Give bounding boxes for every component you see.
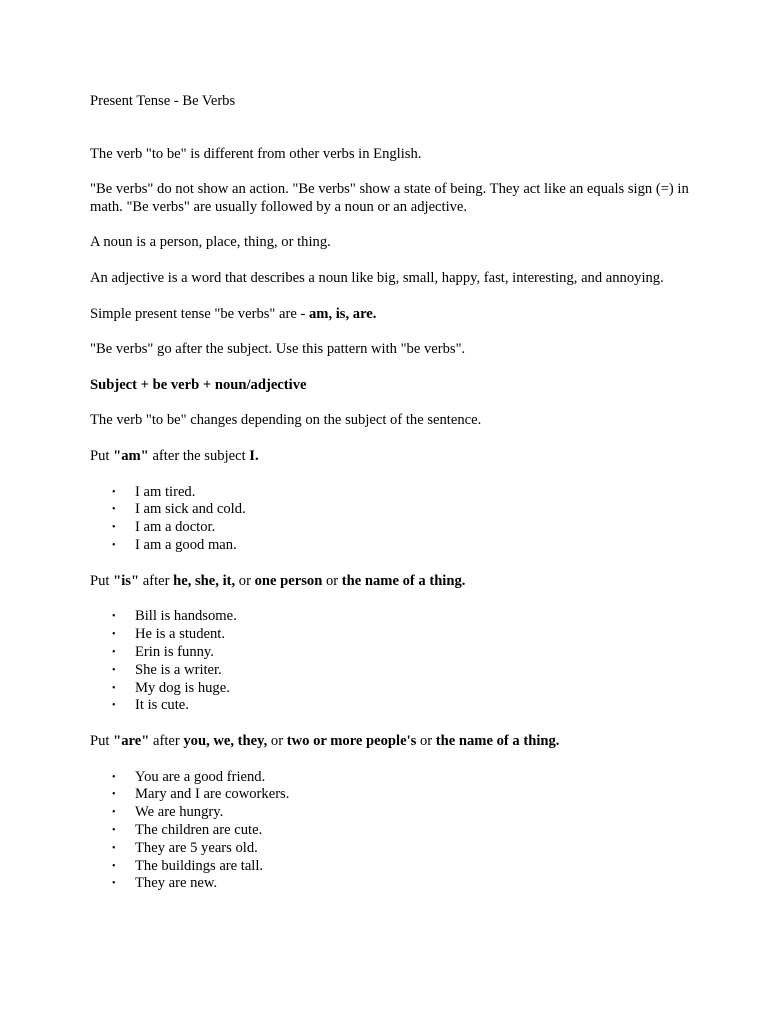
is-rule-or: or — [235, 572, 255, 589]
list-item-text: I am tired. — [135, 483, 196, 500]
bullet-icon: • — [112, 629, 116, 641]
are-rule-verb: "are" — [113, 733, 150, 750]
paragraph-state-of-being: "Be verbs" do not show an action. "Be verbs" show a state of being. They act like an equals sign (=) in math. "Be verbs" are usually followed by a noun or an adjective. — [90, 181, 689, 215]
pattern-heading — [90, 377, 690, 395]
am-examples-list — [90, 484, 690, 555]
are-rule-or: or — [416, 733, 436, 750]
list-item — [112, 804, 690, 822]
bullet-icon: • — [112, 486, 116, 498]
is-rule-subject-pronouns: he, she, it, — [173, 572, 236, 589]
list-item — [112, 875, 690, 893]
list-item-text: We are hungry. — [135, 804, 224, 821]
bullet-icon: • — [112, 504, 116, 516]
is-rule-subject-thing: the name of a thing. — [341, 572, 466, 589]
is-examples-list — [90, 608, 690, 715]
list-item — [112, 536, 690, 555]
simple-present-forms: am, is, are. — [309, 305, 377, 322]
are-rule-subject-thing: the name of a thing. — [435, 733, 560, 750]
bullet-icon: • — [112, 700, 116, 712]
list-item-text: My dog is huge. — [135, 679, 230, 696]
list-item-text: They are new. — [135, 875, 218, 892]
are-rule-subject-pronouns: you, we, they, — [183, 733, 268, 750]
bullet-icon: • — [112, 825, 116, 837]
list-item-text: They are 5 years old. — [135, 839, 258, 856]
bullet-icon: • — [112, 878, 116, 890]
list-item — [112, 822, 690, 840]
are-examples-list — [90, 769, 690, 894]
bullet-icon: • — [112, 646, 116, 658]
are-rule-subject-people: two or more people's — [286, 733, 417, 750]
bullet-icon: • — [112, 682, 116, 694]
list-item-text: Erin is funny. — [135, 643, 214, 660]
are-rule-put: Put — [90, 733, 114, 750]
paragraph-pattern-intro: "Be verbs" go after the subject. Use this pattern with "be verbs". — [90, 341, 466, 358]
list-item-text: I am a good man. — [135, 536, 237, 553]
list-item-text: Bill is handsome. — [135, 608, 237, 625]
am-rule-subject: I. — [249, 447, 259, 464]
bullet-icon: • — [112, 807, 116, 819]
is-rule-put: Put — [90, 572, 114, 589]
list-item — [112, 857, 690, 876]
list-item-text: You are a good friend. — [135, 768, 266, 785]
is-rule-after: after — [139, 572, 174, 589]
pattern-text: Subject + be verb + noun/adjective — [90, 376, 307, 393]
am-rule-put: Put — [90, 447, 114, 464]
list-item — [112, 501, 690, 519]
paragraph-subject-change: The verb "to be" changes depending on the subject of the sentence. — [90, 412, 482, 429]
paragraph-noun-definition: A noun is a person, place, thing, or thing. — [90, 234, 331, 251]
list-item-text: She is a writer. — [135, 661, 222, 678]
list-item — [112, 643, 690, 662]
document-title: Present Tense - Be Verbs — [90, 93, 236, 109]
list-item-text: The buildings are tall. — [135, 857, 264, 874]
bullet-icon: • — [112, 842, 116, 854]
list-item-text: The children are cute. — [135, 822, 263, 839]
list-item-text: I am a doctor. — [135, 519, 216, 536]
is-rule-subject-person: one person — [254, 572, 323, 589]
paragraph-intro: The verb "to be" is different from other verbs in English. — [90, 145, 422, 162]
list-item — [112, 679, 690, 698]
list-item-text: It is cute. — [135, 697, 189, 714]
paragraph-simple-present — [90, 306, 690, 324]
document-page — [90, 93, 690, 911]
am-rule-mid: after the subject — [148, 447, 250, 464]
list-item-text: He is a student. — [135, 626, 225, 643]
list-item — [112, 768, 690, 787]
list-item — [112, 626, 690, 644]
bullet-icon: • — [112, 611, 116, 623]
list-item — [112, 697, 690, 715]
simple-present-text: Simple present tense "be verbs" are - — [90, 305, 309, 322]
list-item — [112, 839, 690, 858]
list-item — [112, 661, 690, 680]
list-item — [112, 608, 690, 626]
is-rule-verb: "is" — [113, 572, 140, 589]
list-item-text: Mary and I are coworkers. — [135, 786, 290, 803]
am-rule — [90, 448, 690, 466]
list-item — [112, 483, 690, 502]
are-rule-after: after — [149, 733, 184, 750]
bullet-icon: • — [112, 522, 116, 534]
is-rule — [90, 573, 690, 591]
is-rule-or: or — [322, 572, 342, 589]
bullet-icon: • — [112, 539, 116, 551]
are-rule — [90, 733, 690, 751]
bullet-icon: • — [112, 860, 116, 872]
list-item-text: I am sick and cold. — [135, 501, 246, 518]
are-rule-or: or — [267, 733, 287, 750]
am-rule-verb: "am" — [113, 447, 149, 464]
bullet-icon: • — [112, 789, 116, 801]
paragraph-adjective-definition: An adjective is a word that describes a noun like big, small, happy, fast, interesting, and annoying. — [90, 269, 664, 286]
list-item — [112, 519, 690, 537]
bullet-icon: • — [112, 664, 116, 676]
list-item — [112, 786, 690, 804]
bullet-icon: • — [112, 771, 116, 783]
